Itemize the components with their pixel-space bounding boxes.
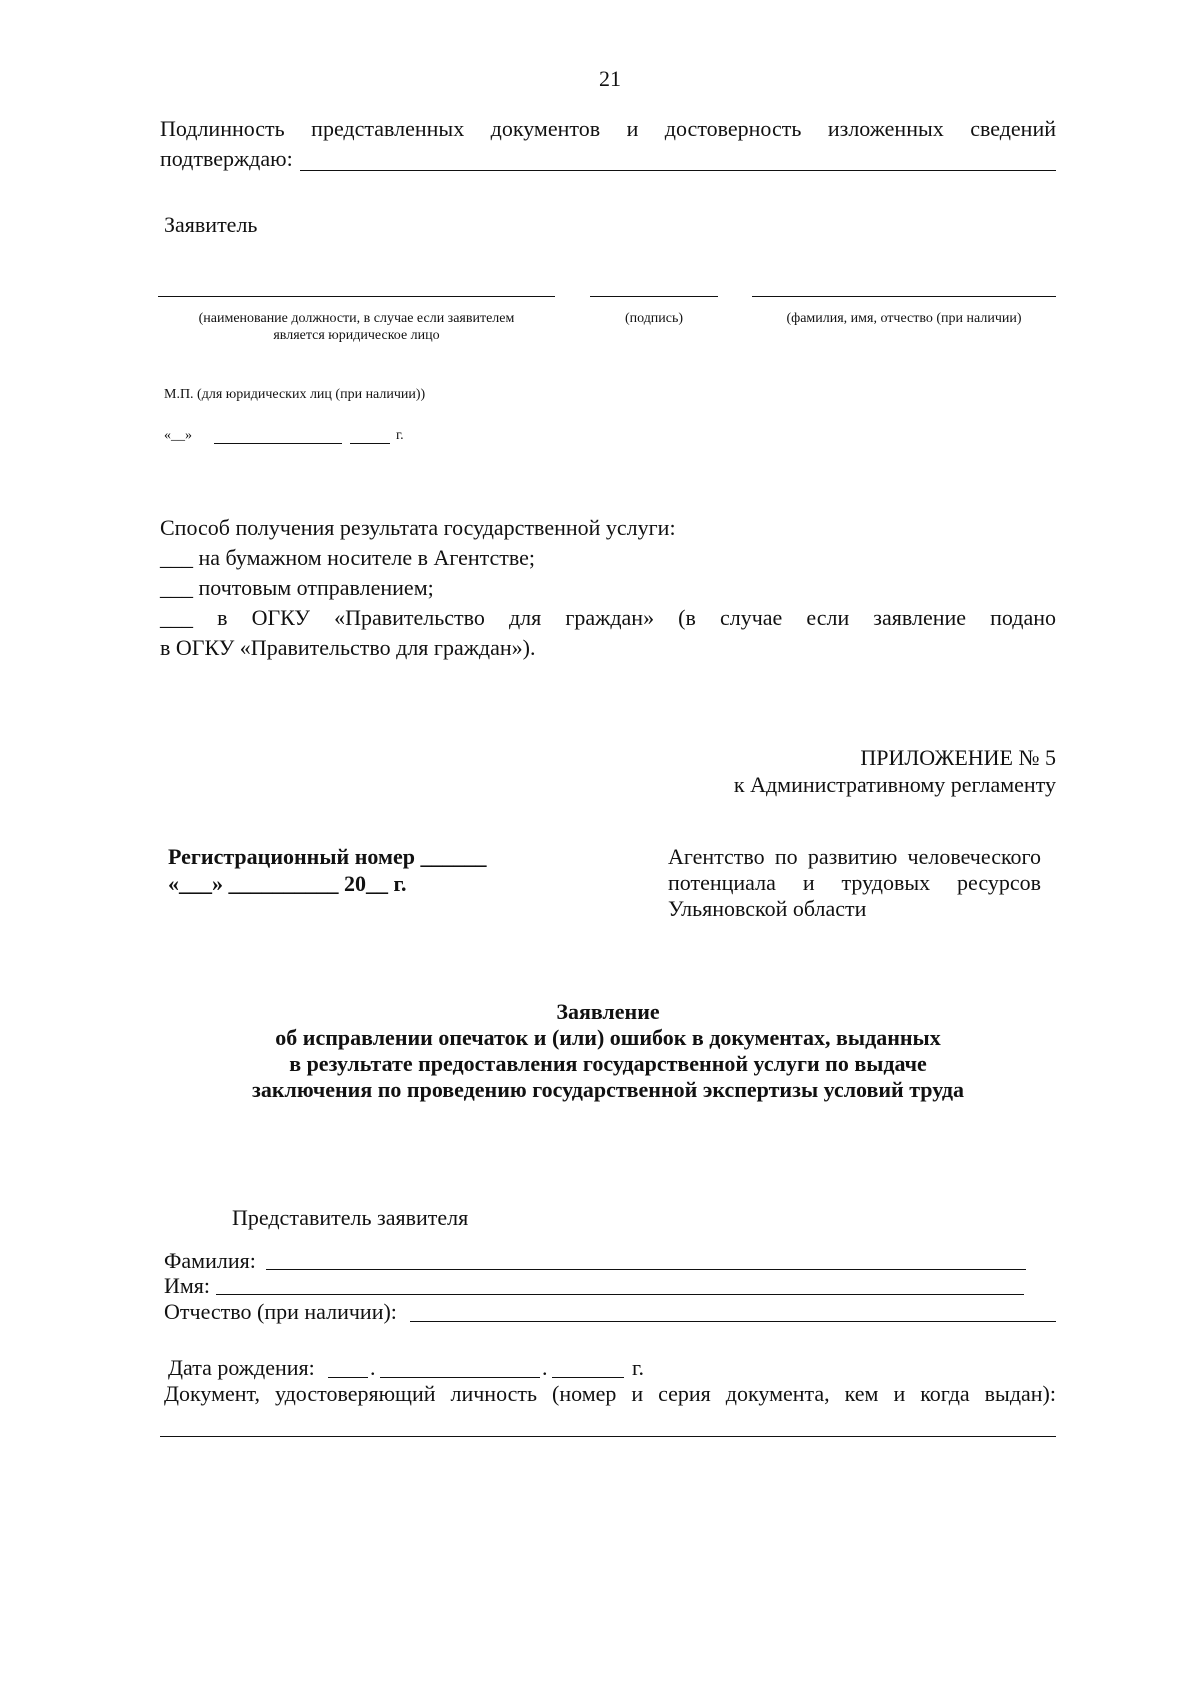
- delivery-option-mfc-line1: ___ в ОГКУ «Правительство для граждан» (в случае если заявление подано: [160, 605, 1056, 630]
- recipient-line3: Ульяновской области: [668, 896, 867, 921]
- recipient-line2: потенциала и трудовых ресурсов: [668, 870, 1041, 895]
- appendix-title: ПРИЛОЖЕНИЕ № 5: [860, 745, 1056, 770]
- stamp-note: М.П. (для юридических лиц (при наличии)): [164, 387, 426, 402]
- caption-position-line2: является юридическое лицо: [273, 328, 440, 343]
- applicant-signature-field[interactable]: [590, 296, 718, 297]
- patronymic-label: Отчество (при наличии):: [164, 1299, 397, 1324]
- delivery-option-paper: ___ на бумажном носителе в Агентстве;: [160, 545, 536, 570]
- name-label: Имя:: [164, 1273, 211, 1298]
- name-field[interactable]: [216, 1294, 1024, 1295]
- delivery-option-mail: ___ почтовым отправлением;: [160, 575, 434, 600]
- delivery-heading: Способ получения результата государственной услуги:: [160, 515, 676, 540]
- birth-dot-1: .: [370, 1355, 376, 1380]
- applicant-name-field[interactable]: [752, 296, 1056, 297]
- birth-year-suffix: г.: [632, 1355, 645, 1380]
- representative-heading: Представитель заявителя: [232, 1205, 469, 1230]
- birth-day-field[interactable]: [328, 1377, 368, 1378]
- applicant-heading: Заявитель: [164, 212, 258, 237]
- birth-month-field[interactable]: [380, 1377, 540, 1378]
- caption-full-name: (фамилия, имя, отчество (при наличии): [786, 311, 1022, 326]
- birth-dot-2: .: [542, 1355, 548, 1380]
- authenticity-confirm-label: подтверждаю:: [160, 146, 293, 171]
- authenticity-line1: Подлинность представленных документов и достоверность изложенных сведений: [160, 116, 1056, 141]
- caption-position-line1: (наименование должности, в случае если заявителем: [198, 311, 515, 326]
- registration-date: «___» __________ 20__ г.: [168, 871, 407, 896]
- id-document-field[interactable]: [160, 1436, 1056, 1437]
- birth-date-label: Дата рождения:: [168, 1355, 315, 1380]
- delivery-option-mfc-line2: в ОГКУ «Правительство для граждан»).: [160, 635, 536, 660]
- statement-subtitle-line3: заключения по проведению государственной экспертизы условий труда: [251, 1077, 964, 1102]
- recipient-line1: Агентство по развитию человеческого: [668, 844, 1041, 869]
- registration-number: Регистрационный номер ______: [168, 844, 487, 869]
- applicant-date-year-suffix: г.: [396, 428, 404, 443]
- authenticity-signature-field[interactable]: [300, 170, 1056, 171]
- page-number: 21: [599, 66, 621, 91]
- appendix-subtitle: к Административному регламенту: [733, 772, 1056, 797]
- applicant-date-year-field[interactable]: [350, 443, 390, 444]
- statement-title: Заявление: [556, 999, 660, 1024]
- surname-label: Фамилия:: [164, 1248, 256, 1273]
- surname-field[interactable]: [266, 1269, 1026, 1270]
- statement-subtitle-line2: в результате предоставления государственной услуги по выдаче: [289, 1051, 927, 1076]
- id-document-label: Документ, удостоверяющий личность (номер и серия документа, кем и когда выдан):: [164, 1381, 1056, 1406]
- applicant-position-field[interactable]: [158, 296, 555, 297]
- applicant-date-month-field[interactable]: [214, 443, 342, 444]
- birth-year-field[interactable]: [552, 1377, 624, 1378]
- caption-signature: (подпись): [624, 311, 684, 326]
- applicant-date-day: «__»: [164, 428, 192, 443]
- statement-subtitle-line1: об исправлении опечаток и (или) ошибок в документах, выданных: [275, 1025, 941, 1050]
- patronymic-field[interactable]: [410, 1321, 1056, 1322]
